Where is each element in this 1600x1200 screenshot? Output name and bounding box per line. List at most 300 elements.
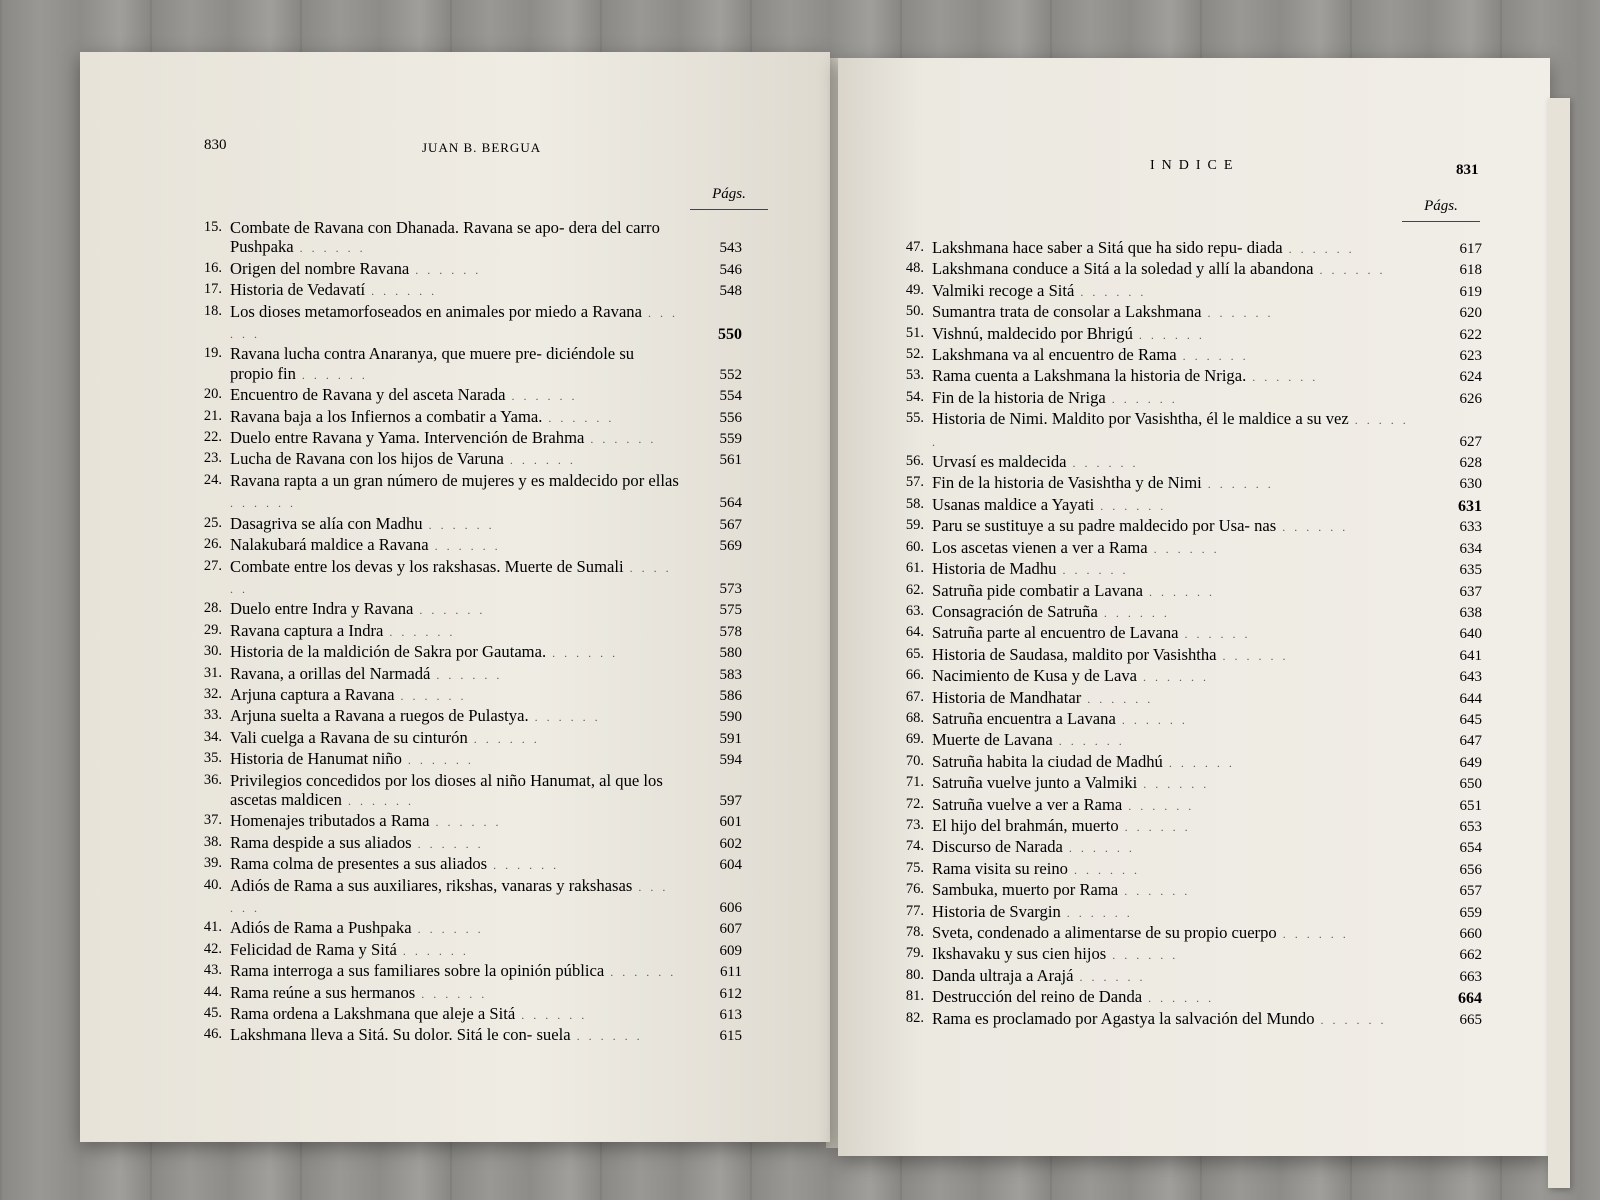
toc-entry-number: 36. <box>203 771 222 788</box>
dot-leader: . . . . . . <box>1122 798 1195 813</box>
toc-entry-title: del Mundo <box>1242 1008 1315 1028</box>
toc-entry-page: 641 <box>1459 647 1482 664</box>
toc-entry-page: 665 <box>1459 1011 1482 1028</box>
toc-entry <box>190 1004 742 1025</box>
toc-entry-page: 643 <box>1459 669 1482 686</box>
toc-entry <box>892 966 1482 987</box>
dot-leader: . . . . . . <box>1142 991 1215 1006</box>
toc-entry-title: Consagración de Satruña <box>932 601 1098 621</box>
toc-entry-title: maldecido por ellas <box>548 470 679 490</box>
toc-entry-number: 79. <box>905 945 924 962</box>
toc-entry-title: Satruña vuelve junto a Valmiki <box>932 773 1138 793</box>
toc-entry-title: de Sumali <box>556 556 624 576</box>
left-pags-label: Págs. <box>690 186 768 210</box>
toc-entry-page: 619 <box>1459 283 1482 300</box>
toc-entry <box>190 983 742 1004</box>
toc-entry-page: 546 <box>719 261 742 278</box>
toc-entry <box>190 685 742 706</box>
toc-entry <box>190 621 742 642</box>
toc-entry-title: Sumantra trata de consolar a Lakshmana <box>932 302 1202 322</box>
toc-entry-title: Muerte de Lavana <box>932 730 1053 750</box>
dot-leader: . . . . . . <box>1106 948 1179 963</box>
toc-entry-page: 628 <box>1459 455 1482 472</box>
toc-entry <box>190 218 742 259</box>
toc-entry-title: pública <box>555 961 605 981</box>
dot-leader: . . . . . . <box>1115 712 1188 727</box>
toc-entry-number: 70. <box>905 752 924 769</box>
toc-entry <box>892 688 1482 709</box>
toc-entry-page: 578 <box>719 623 742 640</box>
toc-entry-title: Destrucción del reino de Danda <box>932 987 1143 1007</box>
toc-entry <box>190 514 742 535</box>
dot-leader: . . . . . . <box>293 241 366 256</box>
toc-entry-number: 15. <box>203 219 222 235</box>
toc-entry-number: 46. <box>203 1026 222 1043</box>
dot-leader: . . . . . . <box>1276 927 1349 941</box>
toc-entry-title: Arjuna suelta a Ravana a ruegos de Pulastya. <box>230 706 529 726</box>
toc-entry-title: Dasagriva se alía con Madhu <box>230 513 423 533</box>
dot-leader: . . . . . . <box>1060 905 1133 920</box>
toc-entry <box>190 344 742 385</box>
toc-entry-number: 19. <box>203 345 222 362</box>
left-toc-list <box>190 218 742 1047</box>
toc-entry-page: 624 <box>1459 369 1482 386</box>
toc-entry <box>892 944 1482 965</box>
dot-leader: . . . . . . <box>1056 563 1129 578</box>
toc-entry-page: 609 <box>719 942 742 959</box>
dot-leader: . . . . . . <box>932 413 1409 449</box>
toc-entry-page: 567 <box>719 516 742 533</box>
toc-entry-page: 606 <box>719 900 742 916</box>
dot-leader: . . . . . . <box>396 943 469 958</box>
toc-entry-page: 662 <box>1459 947 1482 964</box>
toc-entry-title: Privilegios concedidos por los dioses al niño <box>230 770 526 790</box>
toc-entry-title: Discurso de Narada <box>932 837 1063 857</box>
toc-entry-number: 26. <box>203 536 222 553</box>
toc-entry-title: Satruña encuentra a Lavana <box>932 708 1116 728</box>
right-toc-list <box>892 238 1482 1030</box>
toc-entry <box>892 1009 1482 1030</box>
dot-leader: . . . . . . <box>230 560 672 596</box>
dot-leader: . . . . . . <box>413 603 486 618</box>
toc-entry-page: 631 <box>1458 497 1482 515</box>
dot-leader: . . . . . . <box>503 453 576 468</box>
toc-entry-page: 653 <box>1459 818 1482 835</box>
toc-entry-page: 550 <box>718 326 742 344</box>
toc-entry-page: 575 <box>719 602 742 619</box>
toc-entry-number: 22. <box>203 429 222 446</box>
toc-entry-title: Brahma <box>531 428 585 448</box>
dot-leader: . . . . . . <box>1132 327 1205 342</box>
toc-entry <box>892 473 1482 494</box>
toc-entry <box>892 324 1482 345</box>
toc-entry <box>190 385 742 406</box>
toc-entry-number: 38. <box>203 833 222 850</box>
dot-leader: . . . . . . <box>341 793 414 808</box>
dot-leader: . . . . . . <box>1118 884 1191 899</box>
toc-entry-number: 47. <box>905 239 924 255</box>
dot-leader: . . . . . . <box>546 646 619 661</box>
toc-entry-title: Paru se sustituye a su padre maldecido por Usa- <box>932 516 1250 536</box>
toc-entry-page: 594 <box>719 752 742 769</box>
dot-leader: . . . . . . <box>528 710 601 725</box>
toc-entry <box>892 559 1482 580</box>
toc-entry-number: 40. <box>203 876 222 893</box>
toc-entry <box>892 623 1482 644</box>
toc-entry-number: 62. <box>905 581 924 598</box>
toc-entry-number: 56. <box>905 453 924 470</box>
toc-entry-page: 663 <box>1459 968 1482 985</box>
toc-entry-title: Lakshmana va al encuentro de Rama <box>932 345 1177 365</box>
toc-entry-number: 77. <box>905 902 924 919</box>
toc-entry-number: 54. <box>905 388 924 405</box>
toc-entry <box>892 452 1482 473</box>
toc-entry-page: 617 <box>1459 241 1482 257</box>
toc-entry-page: 637 <box>1459 583 1482 600</box>
toc-entry <box>190 302 742 345</box>
toc-entry <box>892 259 1482 280</box>
dot-leader: . . . . . . <box>365 284 438 299</box>
dot-leader: . . . . . . <box>1137 777 1210 792</box>
toc-entry-number: 75. <box>905 859 924 876</box>
toc-entry-page: 583 <box>719 666 742 683</box>
toc-entry-title: diciéndole su propio fin <box>230 344 635 383</box>
dot-leader: . . . . . . <box>1097 605 1170 620</box>
toc-entry-page: 664 <box>1458 990 1482 1008</box>
dot-leader: . . . . . . <box>1052 734 1125 749</box>
toc-entry <box>892 816 1482 837</box>
toc-entry-page: 569 <box>719 538 742 555</box>
toc-entry-title: Satruña vuelve a ver a Rama <box>932 794 1123 814</box>
dot-leader: . . . . . . <box>1118 819 1191 834</box>
dot-leader: . . . . . . <box>1081 691 1154 706</box>
toc-entry-page: 611 <box>720 964 742 981</box>
toc-entry <box>892 238 1482 259</box>
toc-entry-page: 591 <box>719 730 742 747</box>
toc-entry <box>892 495 1482 516</box>
toc-entry-title: Rama cuenta a Lakshmana la historia de Nriga. <box>932 366 1247 386</box>
toc-entry-page: 623 <box>1459 348 1482 365</box>
toc-entry <box>892 388 1482 409</box>
toc-entry <box>892 923 1482 944</box>
toc-entry-title: Combate entre los devas y los rakshasas. Muerte <box>230 556 553 576</box>
toc-entry-number: 30. <box>203 643 222 660</box>
toc-entry <box>190 918 742 939</box>
toc-entry-number: 41. <box>203 919 222 936</box>
toc-entry <box>190 728 742 749</box>
toc-entry-number: 58. <box>905 495 924 512</box>
dot-leader: . . . . . . <box>570 1029 643 1044</box>
toc-entry <box>190 854 742 875</box>
toc-entry-page: 634 <box>1459 540 1482 557</box>
toc-entry-number: 67. <box>905 688 924 705</box>
toc-entry <box>892 987 1482 1008</box>
toc-entry-number: 71. <box>905 774 924 791</box>
toc-entry-number: 81. <box>905 988 924 1005</box>
dot-leader: . . . . . . <box>428 539 501 554</box>
toc-entry-title: diada <box>1246 238 1283 257</box>
toc-entry-number: 39. <box>203 855 222 872</box>
toc-entry <box>190 259 742 280</box>
toc-entry <box>892 516 1482 537</box>
toc-entry-page: 650 <box>1459 776 1482 793</box>
toc-entry-page: 615 <box>719 1028 742 1045</box>
toc-entry-number: 20. <box>203 386 222 403</box>
toc-entry-title: Nalakubará maldice a Ravana <box>230 535 429 555</box>
toc-entry-number: 80. <box>905 966 924 983</box>
toc-entry-title: Satruña habita la ciudad de Madhú <box>932 751 1163 771</box>
toc-entry <box>190 749 742 770</box>
dot-leader: . . . . . . <box>1246 370 1319 385</box>
toc-entry-page: 597 <box>719 792 742 809</box>
toc-entry <box>190 811 742 832</box>
toc-entry-title: miedo a Ravana <box>535 301 642 321</box>
toc-entry-number: 29. <box>203 621 222 638</box>
toc-entry-title: Rama interroga a sus familiares sobre la opinión <box>230 961 552 981</box>
dot-leader: . . . . . . <box>230 305 678 342</box>
toc-entry-number: 82. <box>905 1009 924 1026</box>
toc-entry-title: Arjuna captura a Ravana <box>230 684 395 704</box>
left-page-number: 830 <box>204 137 227 153</box>
dot-leader: . . . . . . <box>1216 648 1289 663</box>
toc-entry-number: 31. <box>203 664 222 681</box>
toc-entry <box>190 407 742 428</box>
right-pags-label: Págs. <box>1402 198 1480 222</box>
toc-entry <box>892 880 1482 901</box>
toc-entry-page: 657 <box>1459 883 1482 900</box>
toc-entry-page: 660 <box>1459 926 1482 942</box>
dot-leader: . . . . . . <box>383 624 456 639</box>
toc-entry-title: Fin de la historia de Vasishtha y de Nimi <box>932 473 1202 493</box>
toc-entry-number: 74. <box>905 838 924 855</box>
toc-entry-title: Ravana lucha contra Anaranya, que muere pre- <box>230 344 542 364</box>
toc-entry-title: Historia de la maldición de Sakra por Gautama. <box>230 642 547 662</box>
toc-entry-number: 66. <box>905 667 924 684</box>
dot-leader: . . . . . . <box>584 432 657 447</box>
toc-entry-number: 50. <box>905 303 924 320</box>
toc-entry-page: 644 <box>1459 690 1482 707</box>
toc-entry <box>892 302 1482 323</box>
toc-entry-page: 633 <box>1459 519 1482 536</box>
toc-entry-page: 559 <box>719 431 742 448</box>
toc-entry-title: Rama ordena a Lakshmana que aleje a Sitá <box>230 1004 516 1024</box>
toc-entry <box>190 449 742 470</box>
toc-entry <box>190 833 742 854</box>
toc-entry-page: 640 <box>1459 626 1482 643</box>
toc-entry <box>190 706 742 727</box>
toc-entry <box>892 281 1482 302</box>
toc-entry <box>190 280 742 301</box>
toc-entry-title: Vali cuelga a Ravana de su cinturón <box>230 727 468 747</box>
toc-entry <box>190 961 742 982</box>
toc-entry-title: Historia de Svargin <box>932 901 1061 921</box>
toc-entry-title: nas <box>1254 516 1277 536</box>
dot-leader: . . . . . . <box>604 965 677 980</box>
dot-leader: . . . . . . <box>394 688 467 703</box>
dot-leader: . . . . . . <box>1073 969 1146 984</box>
toc-entry-title: Historia de Nimi. Maldito por Vasishtha, él le <box>932 409 1235 429</box>
toc-entry-title: Rama colma de presentes a sus aliados <box>230 854 488 874</box>
toc-entry-title: Homenajes tributados a Rama <box>230 811 430 831</box>
toc-entry-page: 607 <box>719 921 742 938</box>
right-page-number: 831 <box>1456 162 1479 178</box>
toc-entry-title: Lakshmana hace saber a Sitá que ha sido repu- <box>932 238 1243 257</box>
dot-leader: . . . . . . <box>401 753 474 768</box>
dot-leader: . . . . . . <box>1105 391 1178 406</box>
toc-entry-title: Satruña pide combatir a Lavana <box>932 580 1144 600</box>
toc-entry-title: Satruña parte al encuentro de Lavana <box>932 623 1179 643</box>
toc-entry-page: 561 <box>719 452 742 469</box>
dot-leader: . . . . . . <box>230 879 669 915</box>
toc-entry <box>190 1025 742 1046</box>
toc-entry <box>892 366 1482 387</box>
toc-entry-title: Ravana captura a Indra <box>230 620 384 640</box>
toc-entry-title: suela <box>536 1025 571 1045</box>
toc-entry-page: 604 <box>719 857 742 874</box>
toc-entry-title: Lakshmana lleva a Sitá. Su dolor. Sitá le con- <box>230 1025 533 1045</box>
toc-entry-page: 654 <box>1459 840 1482 857</box>
toc-entry <box>190 428 742 449</box>
toc-entry-number: 53. <box>905 367 924 384</box>
dot-leader: . . . . . . <box>429 815 502 830</box>
toc-entry-title: Felicidad de Rama y Sitá <box>230 939 397 959</box>
toc-entry-number: 57. <box>905 474 924 491</box>
toc-entry-page: 656 <box>1459 861 1482 878</box>
toc-entry-title: Adiós de Rama a Pushpaka <box>230 918 412 938</box>
dot-leader: . . . . . . <box>542 410 615 425</box>
dot-leader: . . . . . . <box>1314 1012 1387 1027</box>
toc-entry-number: 64. <box>905 624 924 641</box>
toc-entry-page: 651 <box>1459 797 1482 814</box>
toc-entry-number: 27. <box>203 557 222 574</box>
dot-leader: . . . . . . <box>1143 584 1216 599</box>
toc-entry-title: Ikshavaku y sus cien hijos <box>932 944 1107 964</box>
toc-entry-number: 17. <box>203 281 222 298</box>
page-edges <box>1548 98 1570 1188</box>
toc-entry-number: 18. <box>203 302 222 319</box>
toc-entry-title: Historia de Vedavatí <box>230 280 366 300</box>
toc-entry-number: 45. <box>203 1005 222 1022</box>
toc-entry <box>892 581 1482 602</box>
toc-entry-page: 613 <box>719 1007 742 1024</box>
toc-entry-number: 25. <box>203 514 222 531</box>
toc-entry-title: maldice a su vez <box>1238 409 1349 429</box>
toc-entry <box>892 645 1482 666</box>
toc-entry-page: 573 <box>719 580 742 597</box>
toc-entry-number: 37. <box>203 812 222 829</box>
toc-entry <box>892 837 1482 858</box>
toc-entry-title: Rama despide a sus aliados <box>230 832 412 852</box>
toc-entry-number: 73. <box>905 816 924 833</box>
toc-entry <box>892 409 1482 452</box>
toc-entry-title: El hijo del brahmán, muerto <box>932 815 1119 835</box>
toc-entry-number: 34. <box>203 728 222 745</box>
dot-leader: . . . . . . <box>409 262 482 277</box>
dot-leader: . . . . . . <box>1074 284 1147 299</box>
toc-entry-page: 543 <box>719 240 742 257</box>
toc-entry-number: 28. <box>203 600 222 617</box>
toc-entry-title: Urvasí es maldecida <box>932 452 1067 472</box>
toc-entry-number: 48. <box>905 260 924 277</box>
toc-entry-page: 586 <box>719 687 742 704</box>
toc-entry-page: 602 <box>719 835 742 852</box>
toc-entry-number: 49. <box>905 281 924 298</box>
toc-entry <box>892 859 1482 880</box>
toc-entry-title: Historia de Madhu <box>932 559 1057 579</box>
toc-entry <box>190 471 742 514</box>
toc-entry-title: Valmiki recoge a Sitá <box>932 280 1075 300</box>
toc-entry-page: 630 <box>1459 476 1482 493</box>
toc-entry-page: 626 <box>1459 390 1482 407</box>
toc-entry-page: 622 <box>1459 326 1482 343</box>
toc-entry-title: dera del carro Pushpaka <box>230 218 660 257</box>
toc-entry <box>892 773 1482 794</box>
dot-leader: . . . . . . <box>295 367 368 382</box>
toc-entry-page: 564 <box>719 495 742 512</box>
toc-entry-number: 55. <box>905 410 924 427</box>
toc-entry-title: Ravana rapta a un gran número de mujeres y es <box>230 470 545 490</box>
toc-entry-title: Adiós de Rama a sus auxiliares, rikshas, vanaras <box>230 875 553 895</box>
toc-entry-number: 60. <box>905 538 924 555</box>
toc-entry-page: 635 <box>1459 562 1482 579</box>
toc-entry-number: 52. <box>905 346 924 363</box>
toc-entry-title: Fin de la historia de Nriga <box>932 387 1106 407</box>
toc-entry-number: 21. <box>203 407 222 424</box>
toc-entry <box>190 557 742 600</box>
right-running-header: INDICE <box>1150 158 1240 173</box>
toc-entry-page: 638 <box>1459 604 1482 621</box>
dot-leader: . . . . . . <box>487 858 560 873</box>
toc-entry <box>190 664 742 685</box>
toc-entry-number: 33. <box>203 707 222 724</box>
toc-entry-number: 78. <box>905 924 924 940</box>
toc-entry-number: 16. <box>203 259 222 276</box>
toc-entry-title: cuerpo <box>1231 923 1277 942</box>
toc-entry-number: 51. <box>905 324 924 341</box>
dot-leader: . . . . . . <box>1176 349 1249 364</box>
toc-entry-title: Sveta, condenado a alimentarse de su propio <box>932 923 1228 942</box>
dot-leader: . . . . . . <box>230 496 296 511</box>
toc-entry <box>892 538 1482 559</box>
toc-entry-page: 647 <box>1459 733 1482 750</box>
toc-entry <box>892 752 1482 773</box>
dot-leader: . . . . . . <box>1201 477 1274 492</box>
toc-entry-number: 32. <box>203 685 222 702</box>
toc-entry-number: 63. <box>905 602 924 619</box>
toc-entry-number: 44. <box>203 983 222 1000</box>
toc-entry-number: 23. <box>203 450 222 467</box>
toc-entry-title: abandona <box>1249 259 1314 279</box>
dot-leader: . . . . . . <box>1201 306 1274 321</box>
toc-entry-title: Nacimiento de Kusa y de Lava <box>932 666 1138 686</box>
toc-entry-title: Origen del nombre Ravana <box>230 258 410 278</box>
toc-entry-page: 618 <box>1459 262 1482 279</box>
dot-leader: . . . . . . <box>422 517 495 532</box>
toc-entry-title: Duelo entre Ravana y Yama. Intervención de <box>230 428 528 448</box>
toc-entry-page: 556 <box>719 409 742 426</box>
dot-leader: . . . . . . <box>505 389 578 404</box>
toc-entry-title: Danda ultraja a Arajá <box>932 965 1074 985</box>
toc-entry-title: y rakshasas <box>556 875 633 895</box>
toc-entry-number: 61. <box>905 560 924 577</box>
toc-entry <box>892 345 1482 366</box>
dot-leader: . . . . . . <box>1094 498 1167 513</box>
toc-entry-number: 65. <box>905 645 924 662</box>
dot-leader: . . . . . . <box>467 731 540 746</box>
toc-entry <box>892 902 1482 923</box>
toc-entry-title: Lucha de Ravana con los hijos de Varuna <box>230 449 504 469</box>
toc-entry-page: 552 <box>719 366 742 383</box>
